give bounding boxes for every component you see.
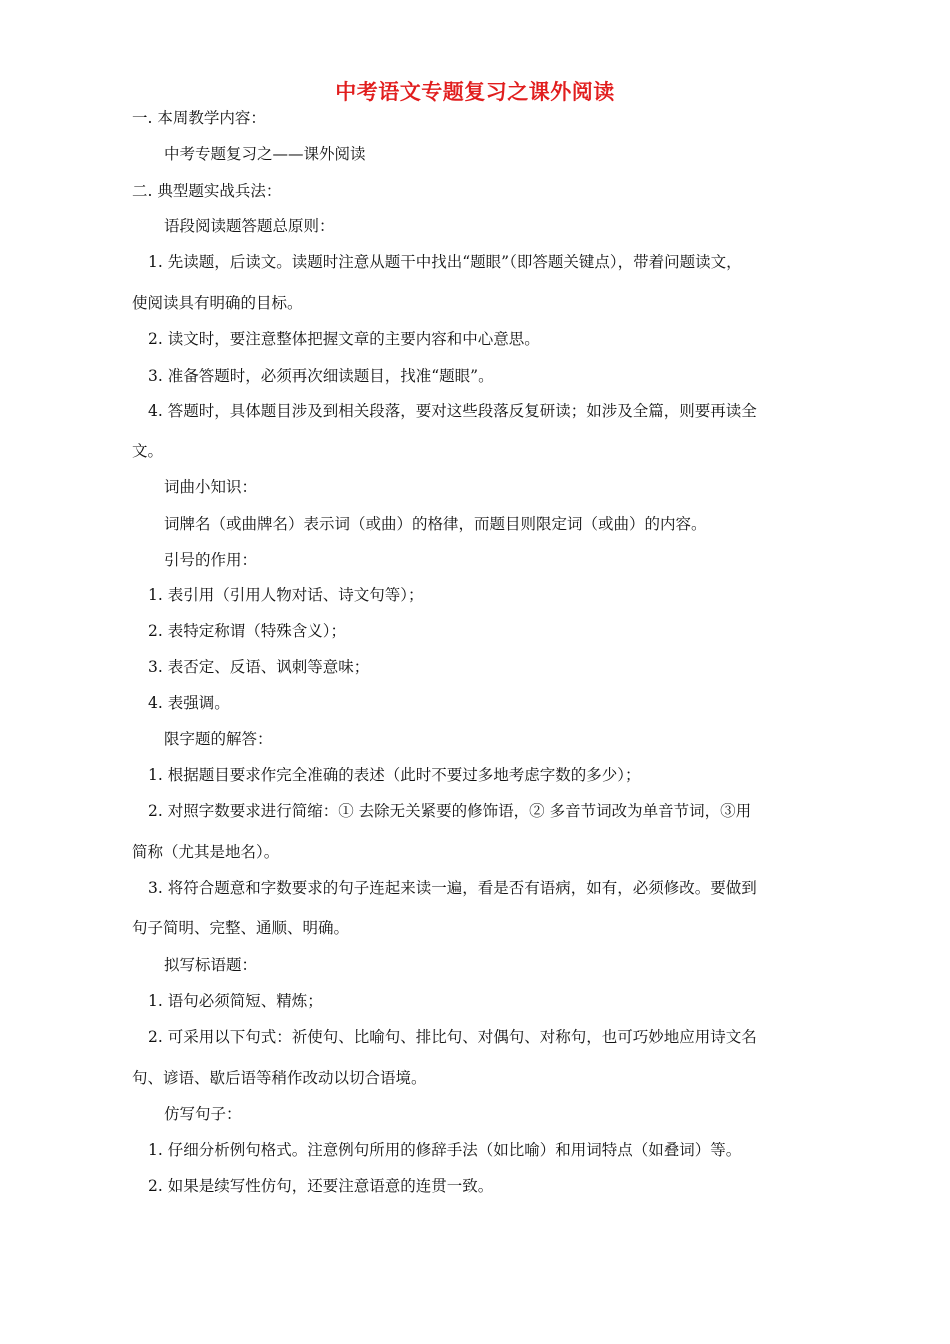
quotes-item-3: 3. 表否定、反语、讽刺等意味； — [148, 658, 370, 676]
slogan-item-2-line-2: 句、谚语、歇后语等稍作改动以切合语境。 — [132, 1069, 427, 1087]
limit-item-3-line-2: 句子简明、完整、通顺、明确。 — [132, 919, 350, 937]
imitate-heading: 仿写句子： — [164, 1105, 242, 1123]
imitate-item-2: 2. 如果是续写性仿句，还要注意语意的连贯一致。 — [148, 1177, 494, 1195]
principle-3: 3. 准备答题时，必须再次细读题目，找准“题眼”。 — [148, 367, 494, 385]
section-1-content: 中考专题复习之——课外阅读 — [164, 145, 366, 163]
quotes-item-1: 1. 表引用（引用人物对话、诗文句等）； — [148, 586, 424, 604]
ci-text: 词牌名（或曲牌名）表示词（或曲）的格律，而题目则限定词（或曲）的内容。 — [164, 515, 707, 533]
slogan-item-2-line-1: 2. 可采用以下句式：祈使句、比喻句、排比句、对偶句、对称句，也可巧妙地应用诗文名 — [148, 1028, 757, 1046]
slogan-heading: 拟写标语题： — [164, 956, 258, 974]
limit-heading: 限字题的解答： — [164, 730, 273, 748]
limit-item-1: 1. 根据题目要求作完全准确的表述（此时不要过多地考虑字数的多少）； — [148, 766, 641, 784]
principle-1-line-1: 1. 先读题，后读文。读题时注意从题干中找出“题眼”（即答题关键点），带着问题读文， — [148, 253, 742, 271]
section-1-heading: 一. 本周教学内容： — [132, 109, 266, 127]
imitate-item-1: 1. 仔细分析例句格式。注意例句所用的修辞手法（如比喻）和用词特点（如叠词）等。 — [148, 1141, 742, 1159]
principle-1-line-2: 使阅读具有明确的目标。 — [132, 294, 303, 312]
section-2-heading: 二. 典型题实战兵法： — [132, 182, 282, 200]
principle-2: 2. 读文时，要注意整体把握文章的主要内容和中心意思。 — [148, 330, 540, 348]
quotes-item-2: 2. 表特定称谓（特殊含义）； — [148, 622, 346, 640]
quotes-item-4: 4. 表强调。 — [148, 694, 230, 712]
quotes-heading: 引号的作用： — [164, 551, 258, 569]
limit-item-3-line-1: 3. 将符合题意和字数要求的句子连起来读一遍，看是否有语病，如有，必须修改。要做到 — [148, 879, 757, 897]
slogan-item-1: 1. 语句必须简短、精炼； — [148, 992, 323, 1010]
document-title: 中考语文专题复习之课外阅读 — [335, 79, 615, 104]
ci-heading: 词曲小知识： — [164, 478, 258, 496]
principle-4-line-1: 4. 答题时，具体题目涉及到相关段落，要对这些段落反复研读；如涉及全篇，则要再读全 — [148, 402, 757, 420]
principles-heading: 语段阅读题答题总原则： — [164, 217, 335, 235]
limit-item-2-line-1: 2. 对照字数要求进行简缩：① 去除无关紧要的修饰语，② 多音节词改为单音节词，③用 — [148, 802, 752, 820]
principle-4-line-2: 文。 — [132, 442, 164, 460]
limit-item-2-line-2: 简称（尤其是地名）。 — [132, 843, 280, 861]
